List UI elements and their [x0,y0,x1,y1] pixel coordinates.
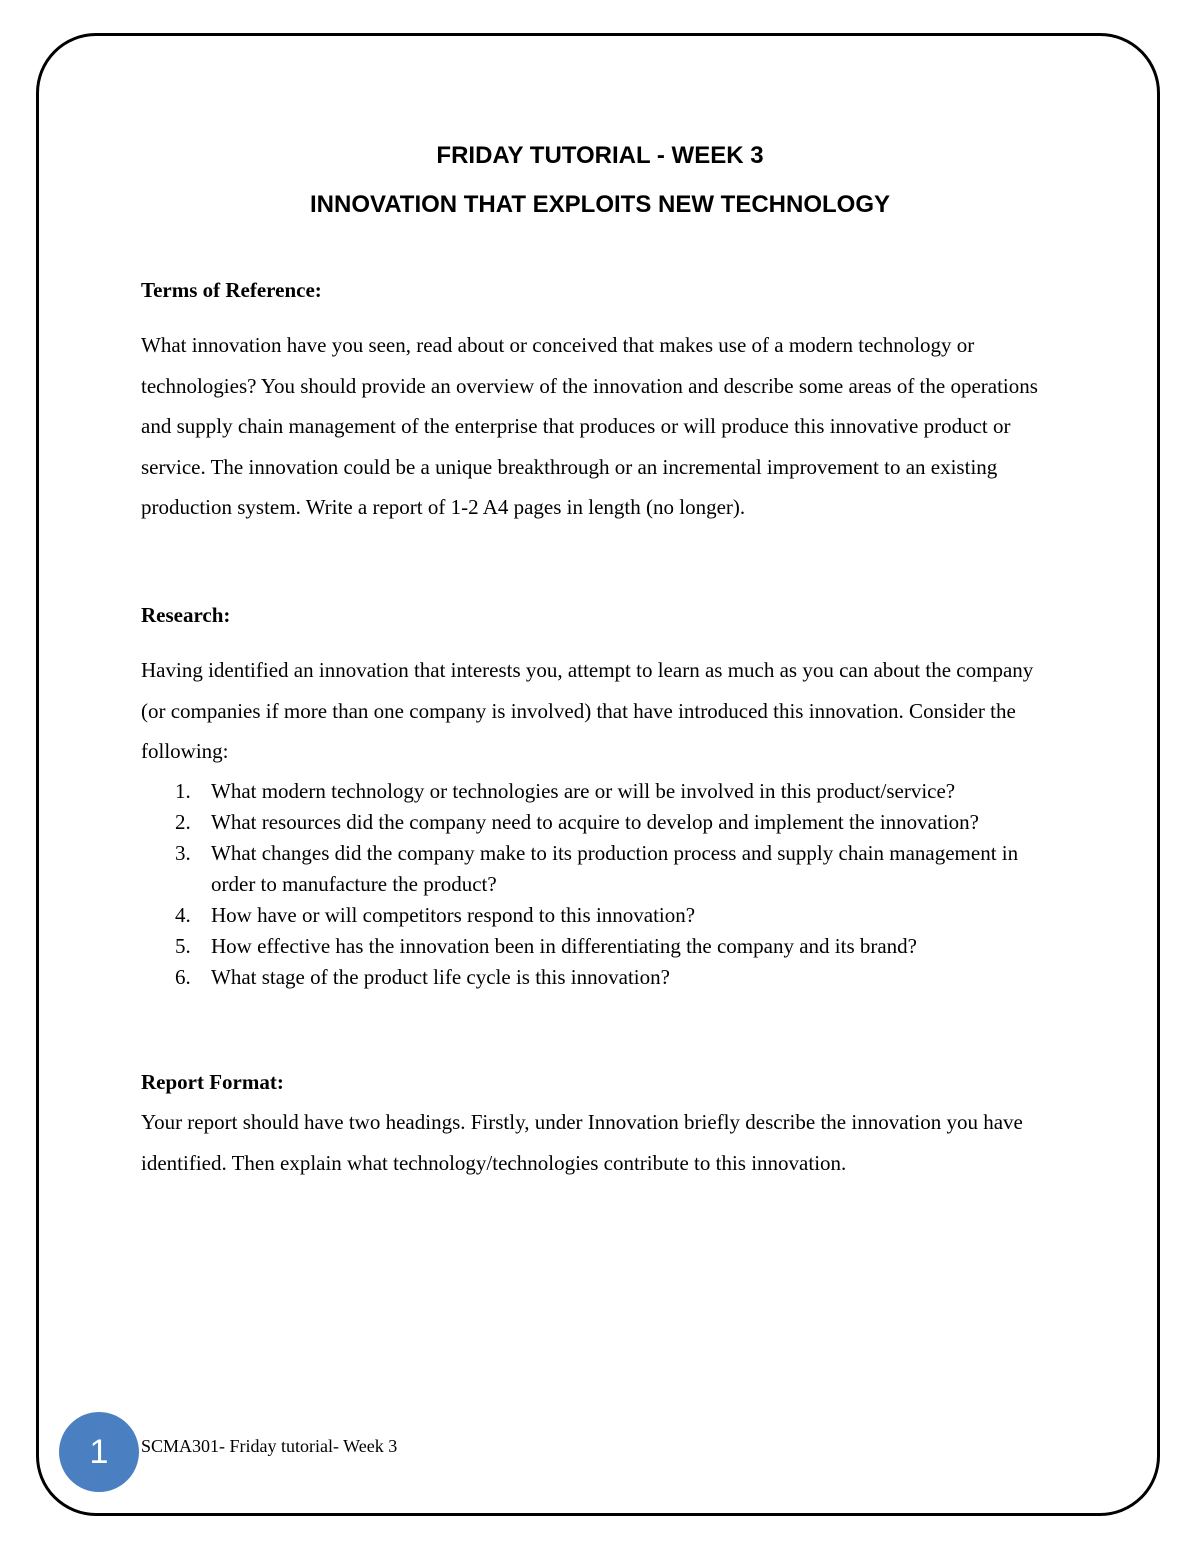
page-number-badge: 1 [59,1412,139,1492]
list-item-number: 4. [175,903,191,927]
research-intro: Having identified an innovation that interests you, attempt to learn as much as you can about the company (or companies if more than one company is involved) that have introduced this innovation. Consider the following: [141,658,1034,764]
document-subtitle: INNOVATION THAT EXPLOITS NEW TECHNOLOGY [310,191,890,218]
footer-text: SCMA301- Friday tutorial- Week 3 [141,1436,398,1456]
list-item-text: How effective has the innovation been in differentiating the company and its brand? [211,934,918,958]
list-item-text: What resources did the company need to acquire to develop and implement the innovation? [211,810,979,834]
list-item [141,838,1061,900]
list-item-number: 5. [175,934,191,958]
report-format-heading: Report Format: [141,1070,284,1094]
list-item-number: 6. [175,965,191,989]
terms-heading: Terms of Reference: [141,278,322,302]
list-item [141,962,1061,993]
list-item-number: 1. [175,779,191,803]
page-border [36,33,1160,1516]
terms-paragraph: What innovation have you seen, read about or conceived that makes use of a modern technology or technologies? You should provide an overview of the innovation and describe some areas of the operations and supply chain management of the enterprise that produces or will produce this innovative product or service. The innovation could be a unique breakthrough or an incremental improvement to an existing production system. Write a report of 1-2 A4 pages in length (no longer). [141,333,1038,520]
list-item [141,807,1061,838]
list-item-text: How have or will competitors respond to this innovation? [211,903,696,927]
list-item-text: What modern technology or technologies are or will be involved in this product/service? [211,779,956,803]
list-item-text: What changes did the company make to its production process and supply chain management in order to manufacture the product? [211,841,1019,896]
list-item [141,931,1061,962]
research-questions-list [141,776,1061,993]
list-item-number: 2. [175,810,191,834]
report-format-paragraph: Your report should have two headings. Firstly, under Innovation briefly describe the innovation you have identified. Then explain what technology/technologies contribute to this innovation. [141,1110,1023,1175]
document-title: FRIDAY TUTORIAL - WEEK 3 [436,142,764,169]
list-item-number: 3. [175,841,191,865]
list-item [141,776,1061,807]
research-heading: Research: [141,603,231,627]
list-item [141,900,1061,931]
list-item-text: What stage of the product life cycle is this innovation? [211,965,670,989]
